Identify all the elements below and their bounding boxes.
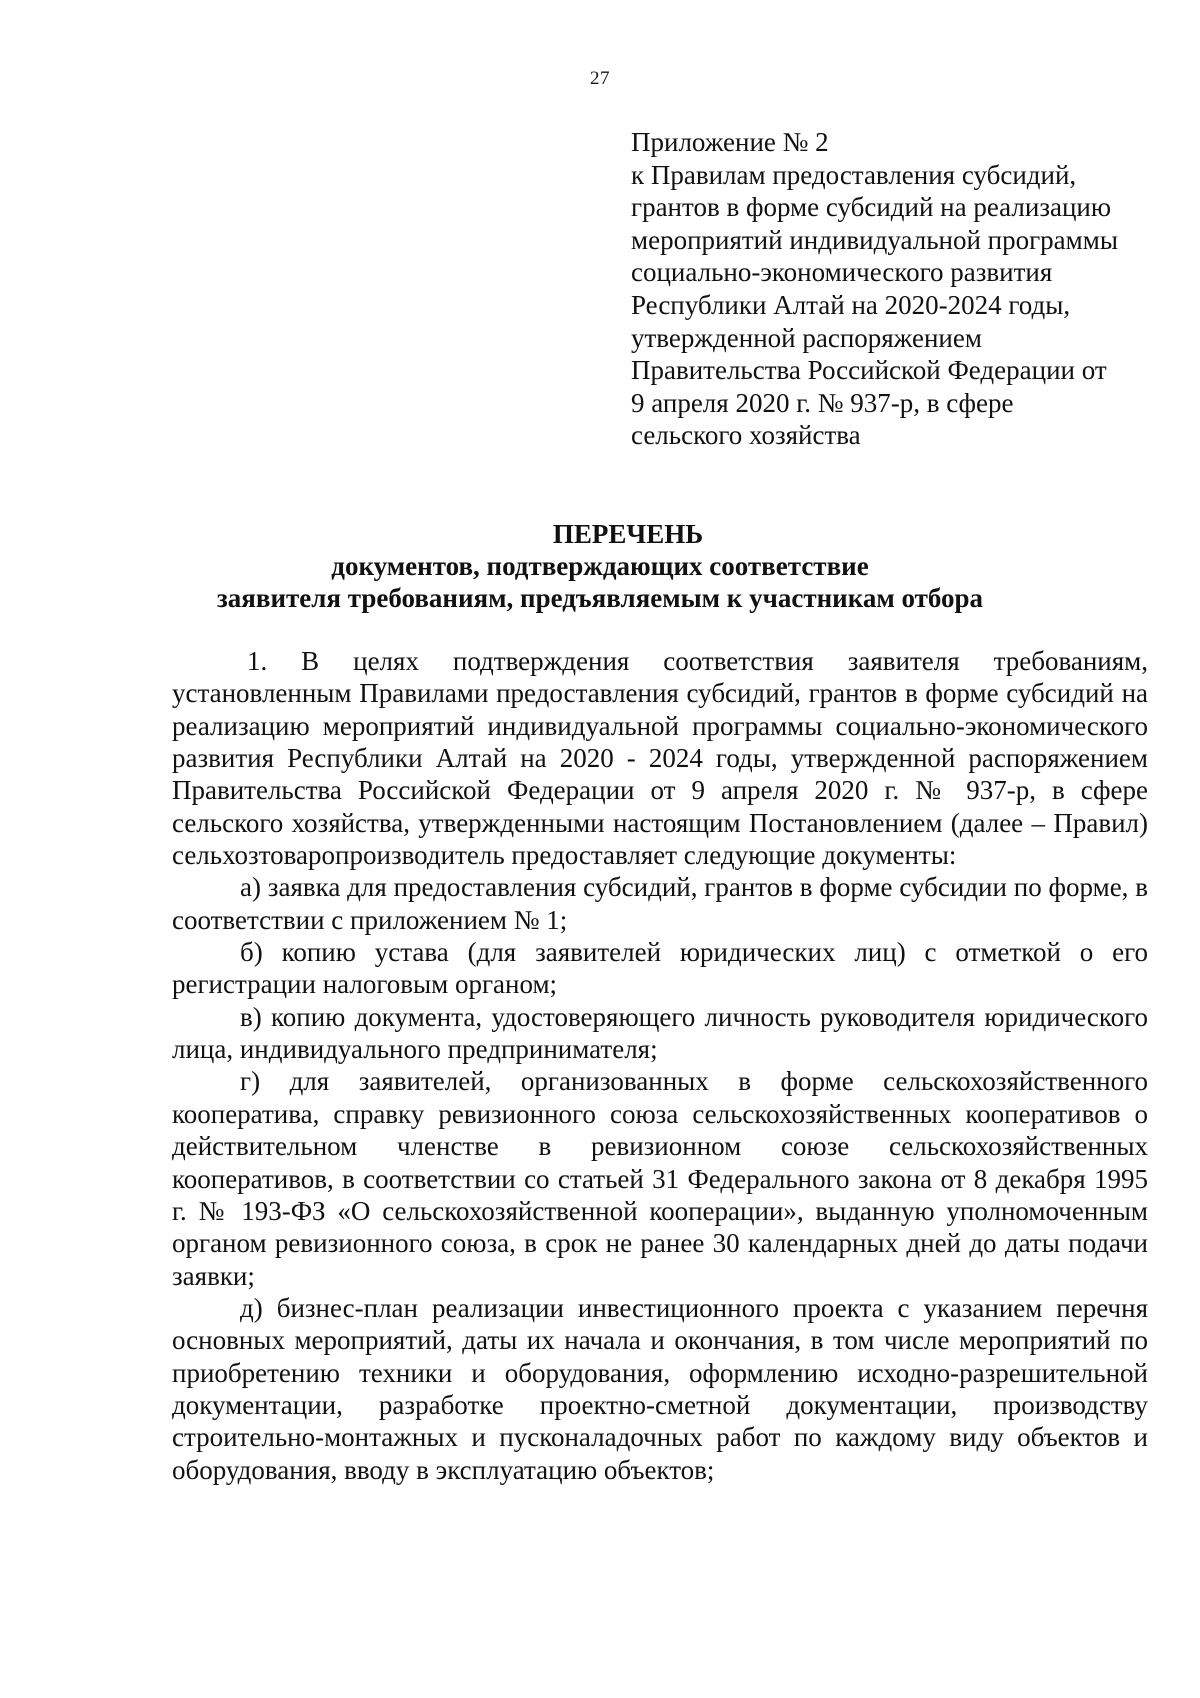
item-a: а) заявка для предоставления субсидий, грантов в форме субсидии по форме, в соответствии с приложением № 1; [172, 872, 1148, 935]
appendix-line: к Правилам предоставления субсидий, [631, 159, 1077, 190]
appendix-line: грантов в форме субсидий на реализацию [631, 192, 1112, 223]
item-g: г) для заявителей, организованных в форме сельскохозяйственного кооператива, справку ревизионного союза сельскохозяйственных кооперативов о действительном членстве в ревизионном союзе сельскохозяйственных кооперативов, в соответствии со статьей 31 Федерального закона от 8 декабря 1995 г. № 193-ФЗ «О сельскохозяйственной кооперации», выданную уполномоченным органом ревизионного союза, в срок не ранее 30 календарных дней до даты подачи заявки; [172, 1066, 1148, 1291]
item-d: д) бизнес-план реализации инвестиционного проекта с указанием перечня основных мероприятий, даты их начала и окончания, в том числе мероприятий по приобретению техники и оборудования, оформлению исходно-разрешительной документации, разработке проектно-сметной документации, производству строительно-монтажных и пусконаладочных работ по каждому виду объектов и оборудования, вводу в эксплуатацию объектов; [172, 1292, 1148, 1485]
appendix-line: Приложение № 2 [631, 127, 829, 157]
appendix-line: социально-экономического развития [631, 257, 1053, 288]
heading-subtitle-line-1: документов, подтверждающих соответствие [331, 551, 869, 581]
heading-subtitle-line-2: заявителя требованиям, предъявляемым к участникам отбора [216, 583, 984, 613]
document-heading [0, 518, 1200, 614]
item-b: б) копию устава (для заявителей юридических лиц) с отметкой о его регистрации налоговым органом; [172, 937, 1148, 1000]
appendix-line: мероприятий индивидуальной программы [631, 224, 1118, 255]
appendix-line: 9 апреля 2020 г. № 937-р, в сфере [631, 387, 1014, 418]
appendix-line: Правительства Российской Федерации от [631, 355, 1107, 386]
appendix-line: сельского хозяйства [631, 420, 861, 451]
appendix-line: Республики Алтай на 2020-2024 годы, [631, 289, 1071, 320]
appendix-block [631, 126, 1151, 452]
appendix-line: утвержденной распоряжением [631, 322, 982, 353]
paragraph-1: 1. В целях подтверждения соответствия заявителя требованиям, установленным Правилами предоставления субсидий, грантов в форме субсидий на реализацию мероприятий индивидуальной программы социально-экономического развития Республики Алтай на 2020 - 2024 годы, утвержденной распоряжением Правительства Российской Федерации от 9 апреля 2020 г. № 937-р, в сфере сельского хозяйства, утвержденными настоящим Постановлением (далее – Правил) сельхозтоваропроизводитель предоставляет следующие документы: [172, 646, 1148, 871]
page-number: 27 [590, 68, 610, 89]
item-v: в) копию документа, удостоверяющего личность руководителя юридического лица, индивидуального предпринимателя; [172, 1001, 1148, 1065]
heading-title: ПЕРЕЧЕНЬ [552, 519, 704, 549]
document-body [172, 645, 1148, 1486]
